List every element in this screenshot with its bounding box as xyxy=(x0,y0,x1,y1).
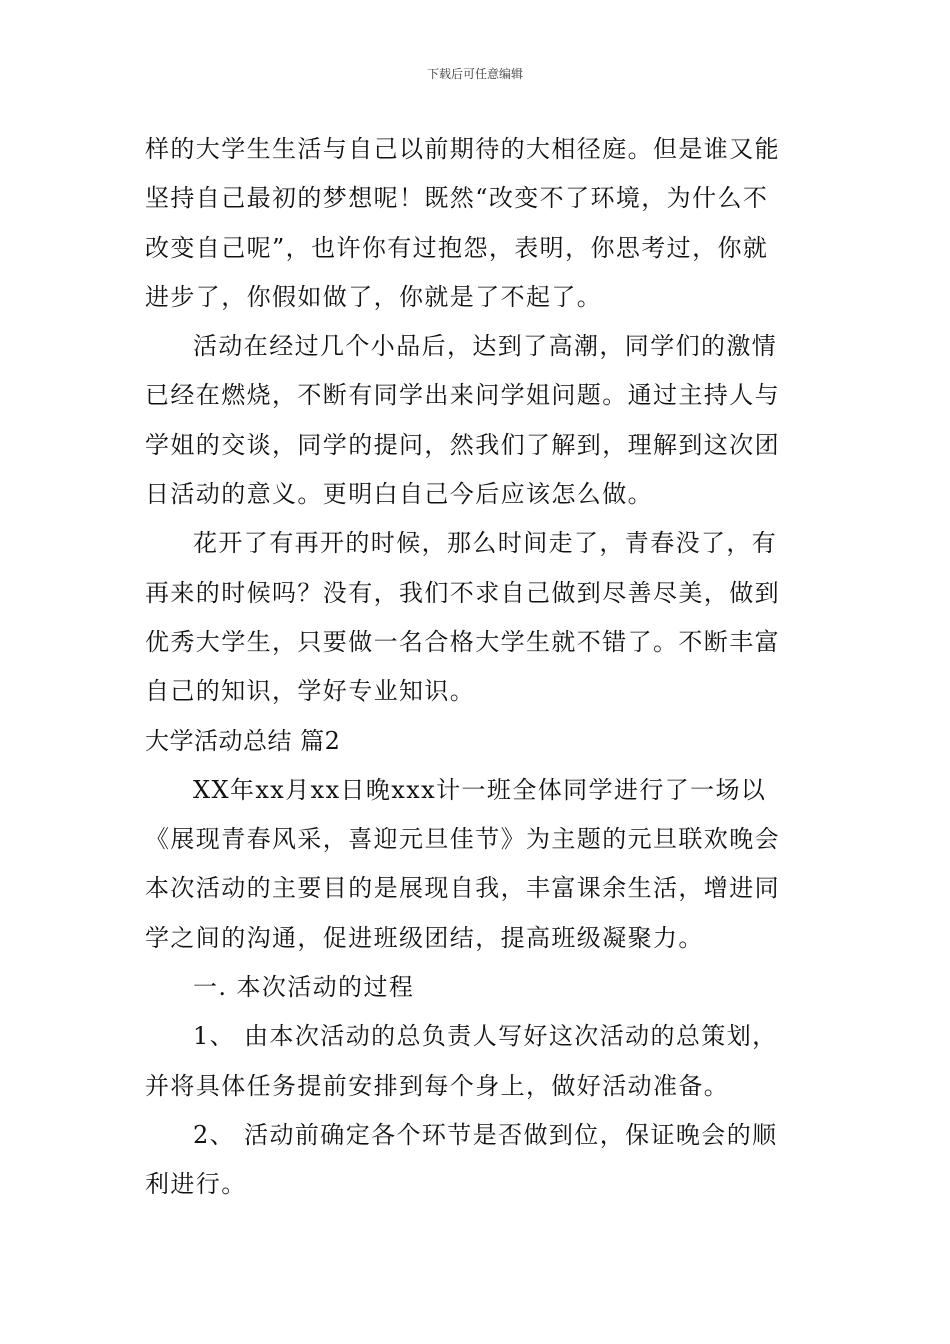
text-line: 改变自己呢”，也许你有过抱怨，表明，你思考过，你就 xyxy=(145,233,769,262)
text-line: 日活动的意义。更明白自己今后应该怎么做。 xyxy=(145,480,653,509)
text-line: 已经在燃烧，不断有同学出来问学姐问题。通过主持人与 xyxy=(145,381,780,410)
list-item: 1、 由本次活动的总负责人写好这次活动的总策划， xyxy=(193,1022,778,1051)
text-line: 再来的时候吗？没有，我们不求自己做到尽善尽美，做到 xyxy=(145,578,780,607)
paragraph-first-line: 活动在经过几个小品后，达到了高潮，同学们的激情 xyxy=(193,332,778,361)
text-line: 学之间的沟通，促进班级团结，提高班级凝聚力。 xyxy=(145,923,704,952)
text-line: 利进行。 xyxy=(145,1170,247,1199)
text-line: 坚持自己最初的梦想呢！既然“改变不了环境，为什么不 xyxy=(145,184,769,213)
text-line: 进步了，你假如做了，你就是了不起了。 xyxy=(145,282,603,311)
text-line: 优秀大学生，只要做一名合格大学生就不错了。不断丰富 xyxy=(145,627,780,656)
text-line: 学姐的交谈，同学的提问，然我们了解到，理解到这次团 xyxy=(145,430,780,459)
text-line: 样的大学生生活与自己以前期待的大相径庭。但是谁又能 xyxy=(145,135,780,163)
text-line: 本次活动的主要目的是展现自我，丰富课余生活，增进同 xyxy=(145,874,780,903)
paragraph-first-line: XX年xx月xx日晚xxx计一班全体同学进行了一场以 xyxy=(193,775,767,804)
text-line: 自己的知识，学好专业知识。 xyxy=(145,677,476,706)
section-heading: 大学活动总结 篇2 xyxy=(145,726,341,755)
text-line: 《展现青春风采，喜迎元旦佳节》为主题的元旦联欢晚会 xyxy=(145,825,780,854)
page-header: 下载后可任意编辑 xyxy=(426,67,523,81)
text-line: 并将具体任务提前安排到每个身上，做好活动准备。 xyxy=(145,1071,730,1100)
subsection-heading: 一. 本次活动的过程 xyxy=(193,973,415,1002)
document-body xyxy=(145,125,810,1210)
list-item: 2、 活动前确定各个环节是否做到位，保证晚会的顺 xyxy=(193,1120,778,1149)
paragraph-first-line: 花开了有再开的时候，那么时间走了，青春没了，有 xyxy=(193,529,778,558)
